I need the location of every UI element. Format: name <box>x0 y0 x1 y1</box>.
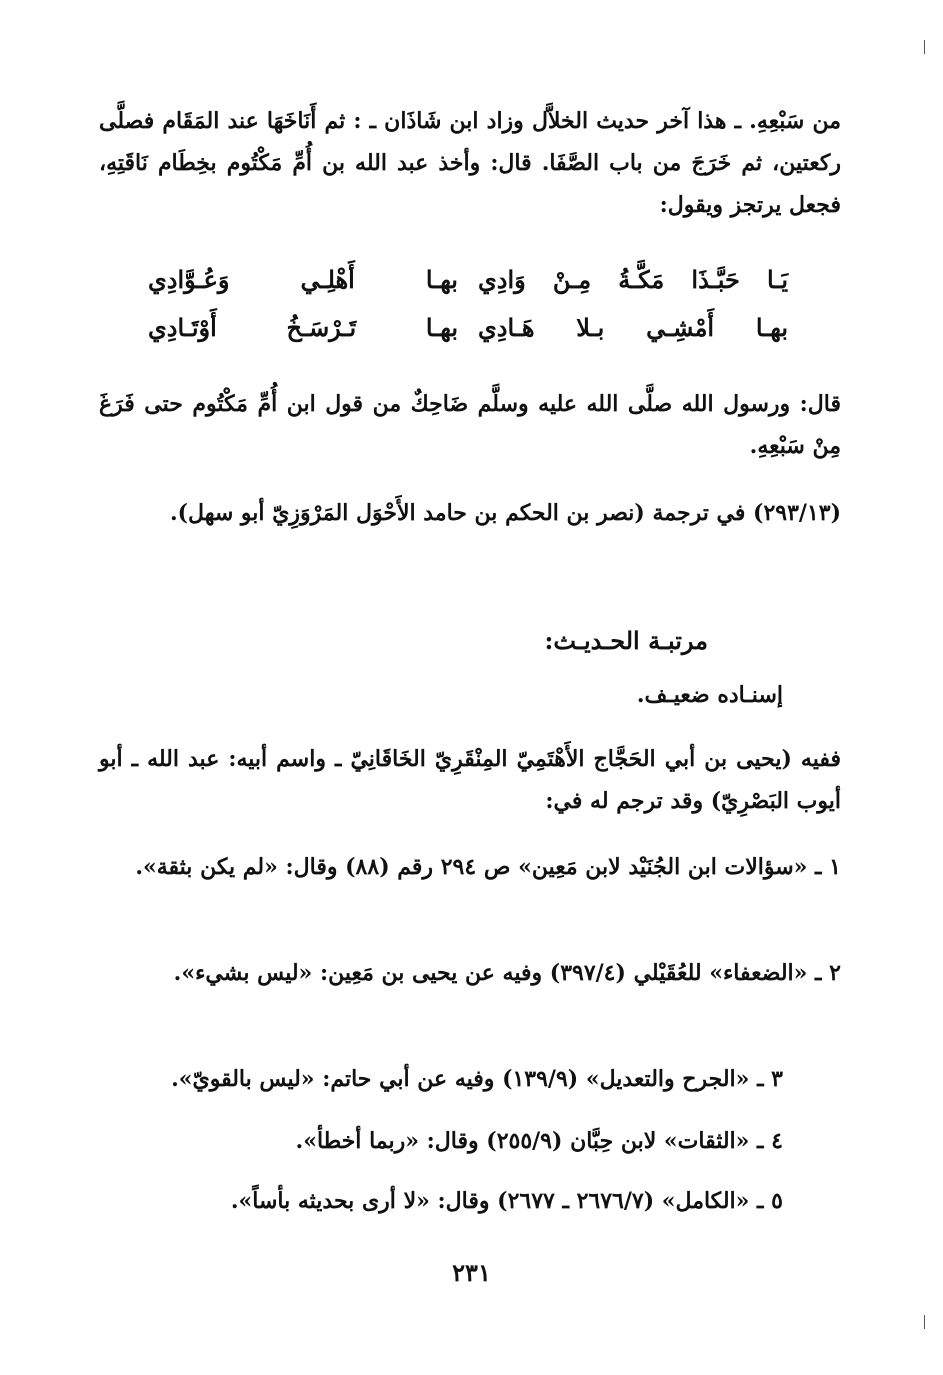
verse-line-2 <box>148 313 788 359</box>
margin-mark <box>924 1315 925 1329</box>
paragraph-4-text: ففيه (يحيى بن أبي الحَجَّاج الأَهْتَمِيّ المِنْقَرِيّ الخَاقَانِيّ ـ واسم أبيه: عبد الله ـ أبو أيوب البَصْرِيّ) وقد ترجم له في: <box>99 746 841 814</box>
margin-mark <box>924 40 925 54</box>
reference-item-3: ٣ ـ «الجرح والتعديل» (١٣٩/٩) وفيه عن أبي حاتم: «ليس بالقويّ». <box>171 1066 783 1092</box>
reference-item-5: ٥ ـ «الكامل» (٢٦٧٦/٧ ـ ٢٦٧٧) وقال: «لا أرى بحديثه بأساً». <box>230 1188 783 1214</box>
verse-1-first-hemistich: يَـا حَبَّـذَا مَكَّـةُ مِـنْ وَادِي <box>478 265 788 294</box>
paragraph-2 <box>99 383 841 467</box>
paragraph-1 <box>99 100 841 226</box>
reference-item-4: ٤ ـ «الثقات» لابن حِبَّان (٢٥٥/٩) وقال: «ربما أخطأ». <box>295 1128 783 1154</box>
section-heading: مرتبـة الحـديـث: <box>544 626 708 655</box>
verse-1-second-hemistich: بهـا أَهْلِـي وَعُـوَّادِي <box>148 265 458 294</box>
poem-verses <box>148 265 788 361</box>
paragraph-3 <box>99 492 841 534</box>
paragraph-1-text: من سَبْعِهِ. ـ هذا آخر حديث الخلاَّل وزاد ابن شَاذَان ـ : ثم أَنَاخَهَا عند المَقَام فصلَّى ركعتين، ثم خَرَجَ من باب الصَّفَا. قال: وأخذ عبد الله بن أُمِّ مَكْتُوم بخِطَام نَاقَتِهِ، فجعل يرتجز ويقول: <box>99 108 841 218</box>
verse-2-first-hemistich: بهـا أَمْشِـي بـلا هَـادِي <box>478 313 788 342</box>
paragraph-2-text: قال: ورسول الله صلَّى الله عليه وسلَّم ضَاحِكٌ من قول ابن أُمِّ مَكْتُوم حتى فَرَغَ مِنْ سَبْعِهِ. <box>99 391 841 459</box>
isnad-grade: إسنـاده ضعيـف. <box>636 682 783 708</box>
verse-2-second-hemistich: بهـا تَـرْسَـخُ أَوْتَـادِي <box>148 313 458 342</box>
page-number: ٢٣١ <box>452 1258 491 1287</box>
paragraph-3-text: (٢٩٣/١٣) في ترجمة (نصر بن الحكم بن حامد الأَحْوَل المَرْوَزِيّ أبو سهل). <box>169 500 841 526</box>
reference-item-1: ١ ـ «سؤالات ابن الجُنَيْد لابن مَعِين» ص ٢٩٤ رقم (٨٨) وقال: «لم يكن بثقة». <box>135 854 841 880</box>
paragraph-4 <box>99 738 841 822</box>
reference-item-2: ٢ ـ «الضعفاء» للعُقَيْلي (٣٩٧/٤) وفيه عن يحيى بن مَعِين: «ليس بشيء». <box>173 960 841 986</box>
verse-line-1 <box>148 265 788 311</box>
